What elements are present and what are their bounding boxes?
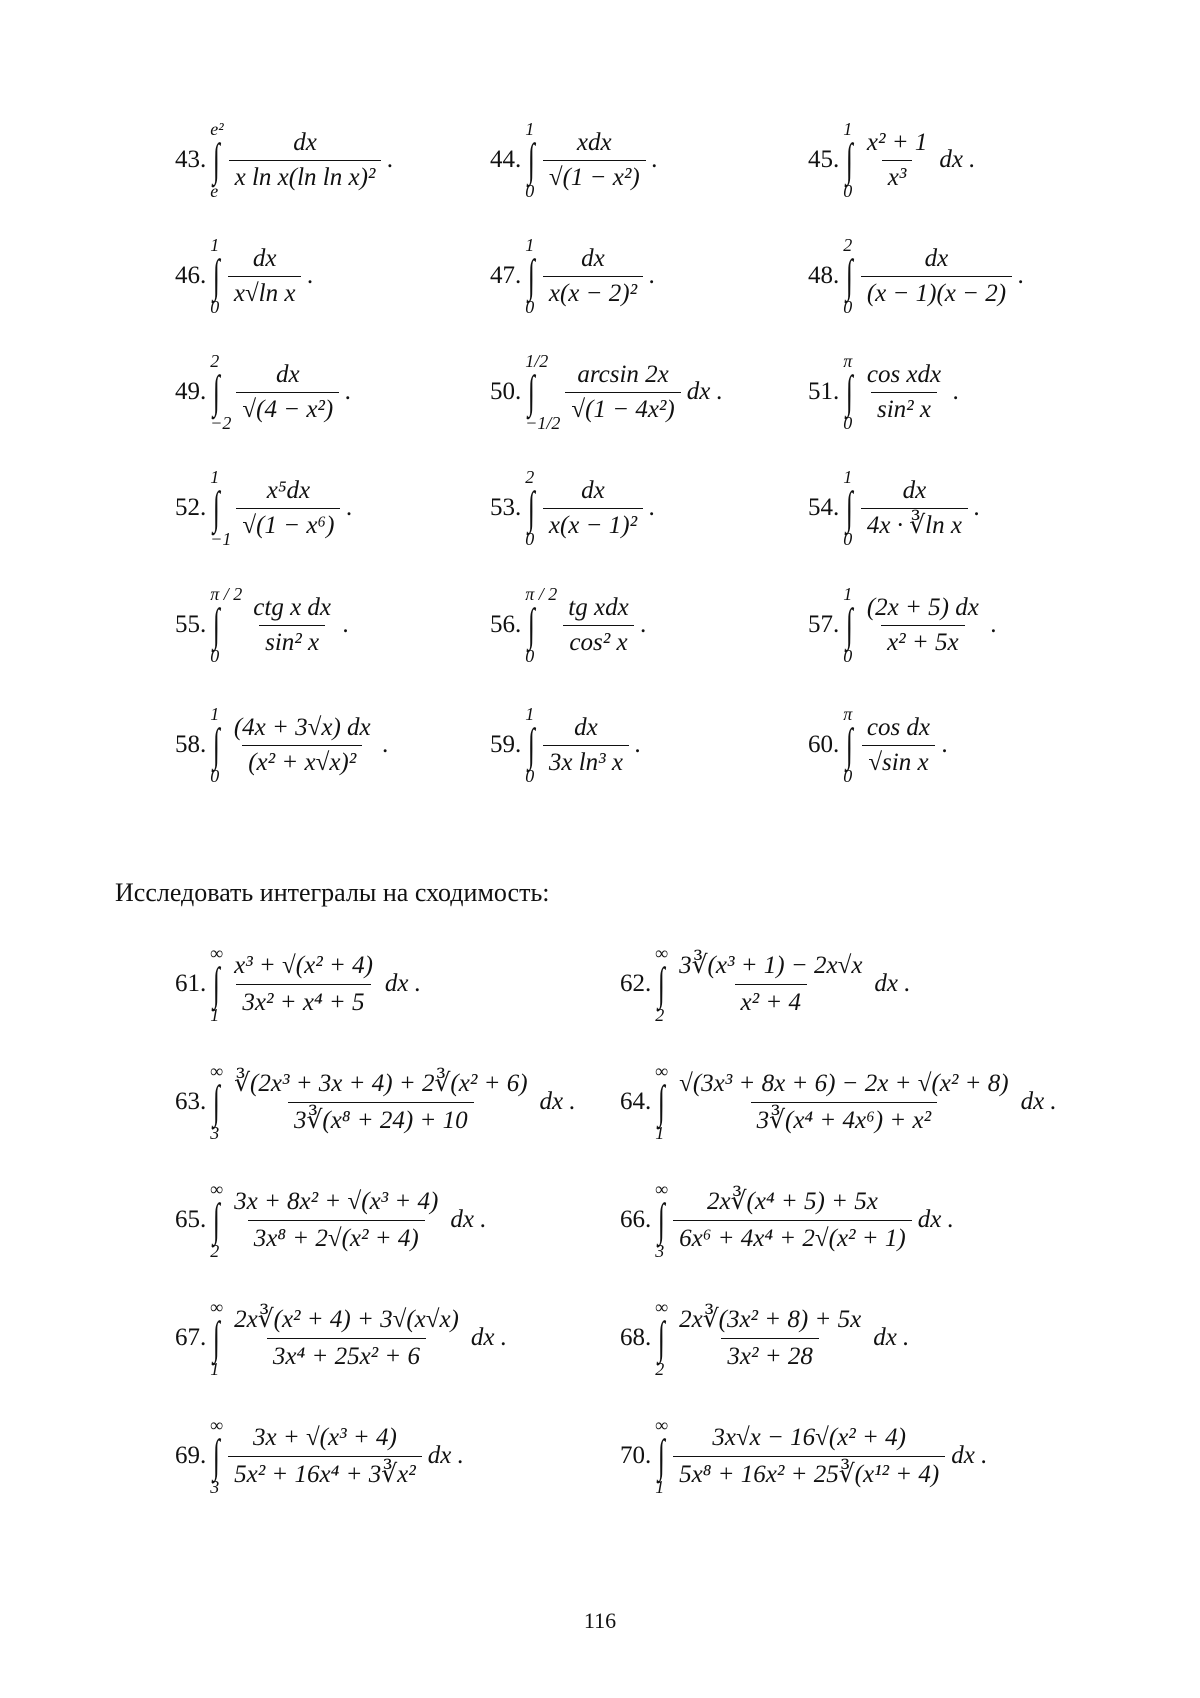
numerator: dx xyxy=(252,244,277,272)
denominator: √sin x xyxy=(862,745,934,777)
integrand-tail: . xyxy=(651,146,658,173)
integrand-tail: . xyxy=(1018,262,1025,289)
lower-limit: 0 xyxy=(525,646,535,666)
integrand-tail: dx . xyxy=(917,1206,954,1233)
integral-sign: ∞ ∫ 3 xyxy=(210,1061,224,1143)
integrand-tail: . xyxy=(973,494,981,521)
fraction xyxy=(673,951,868,1018)
problem-number: 48. xyxy=(808,262,840,289)
denominator: 5x² + 16x⁴ + 3∛x² xyxy=(228,1456,422,1490)
upper-limit: π xyxy=(843,704,853,724)
problem-68 xyxy=(620,1298,909,1378)
lower-limit: 0 xyxy=(843,297,853,317)
lower-limit: −1/2 xyxy=(525,413,561,433)
numerator: arcsin 2x xyxy=(577,360,669,388)
integrand-tail: dx . xyxy=(384,970,421,997)
numerator: (2x + 5) dx xyxy=(866,593,979,621)
integral-sign: ∞ ∫ 2 xyxy=(655,943,669,1025)
integral-sign: π / 2 ∫ 0 xyxy=(525,584,558,666)
upper-limit: ∞ xyxy=(210,1179,224,1199)
upper-limit: π / 2 xyxy=(210,584,243,604)
problem-number: 58. xyxy=(175,731,207,758)
lower-limit: 1 xyxy=(655,1477,665,1497)
upper-limit: ∞ xyxy=(210,1415,224,1435)
problem-number: 49. xyxy=(175,378,207,405)
lower-limit: 0 xyxy=(525,766,535,786)
denominator: sin² x xyxy=(871,392,937,424)
denominator: cos² x xyxy=(563,625,633,657)
lower-limit: 2 xyxy=(655,1005,665,1025)
problem-49 xyxy=(175,352,352,432)
integrand-tail: . xyxy=(953,378,960,405)
problem-number: 45. xyxy=(808,146,840,173)
problem-65 xyxy=(175,1180,486,1260)
lower-limit: 0 xyxy=(210,646,220,666)
denominator: 3x⁸ + 2√(x² + 4) xyxy=(248,1220,425,1254)
problem-number: 64. xyxy=(620,1088,652,1115)
numerator: dx xyxy=(293,128,317,156)
integrand-tail: . xyxy=(649,262,656,289)
denominator: 3x ln³ x xyxy=(543,745,629,777)
integral-sign: 1 ∫ 0 xyxy=(210,704,221,786)
fraction xyxy=(673,1069,1014,1136)
numerator: 2x∛(x² + 4) + 3√(x√x) xyxy=(234,1305,459,1333)
integral-sign: 2 ∫ 0 xyxy=(525,467,536,549)
problem-54 xyxy=(808,468,980,548)
problem-number: 50. xyxy=(490,378,522,405)
integrand-tail: . xyxy=(382,731,389,758)
problem-48 xyxy=(808,236,1024,316)
upper-limit: ∞ xyxy=(210,1297,224,1317)
problem-number: 52. xyxy=(175,494,207,521)
lower-limit: 0 xyxy=(843,766,853,786)
numerator: 3x + 8x² + √(x³ + 4) xyxy=(234,1187,439,1215)
integral-sign: ∞ ∫ 1 xyxy=(655,1415,669,1497)
denominator: 3x⁴ + 25x² + 6 xyxy=(267,1338,426,1372)
section-heading: Исследовать интегралы на сходимость: xyxy=(115,878,550,907)
integral-sign: ∞ ∫ 3 xyxy=(655,1179,669,1261)
lower-limit: 2 xyxy=(210,1241,220,1261)
lower-limit: 2 xyxy=(655,1359,665,1379)
upper-limit: 1 xyxy=(210,704,220,724)
integrand-tail: . xyxy=(345,378,352,405)
fraction xyxy=(861,594,985,657)
problem-number: 70. xyxy=(620,1442,652,1469)
upper-limit: ∞ xyxy=(655,1297,669,1317)
problem-number: 57. xyxy=(808,611,840,638)
fraction xyxy=(543,129,646,192)
integral-sign: π / 2 ∫ 0 xyxy=(210,584,243,666)
numerator: dx xyxy=(574,713,598,741)
fraction xyxy=(228,1187,444,1254)
fraction xyxy=(861,714,936,777)
lower-limit: 0 xyxy=(843,181,853,201)
numerator: 3x + √(x³ + 4) xyxy=(253,1423,397,1451)
integrand-tail: . xyxy=(343,611,350,638)
problem-43 xyxy=(175,120,394,200)
denominator: x(x − 1)² xyxy=(543,508,643,540)
integral-sign: 2 ∫ −2 xyxy=(210,351,232,433)
upper-limit: 1 xyxy=(210,467,220,487)
integral-sign: e² ∫ e xyxy=(210,119,224,201)
integrand-tail: . xyxy=(649,494,656,521)
integrand-tail: dx . xyxy=(539,1088,576,1115)
problem-number: 53. xyxy=(490,494,522,521)
integral-sign: 1/2 ∫ −1/2 xyxy=(525,351,561,433)
numerator: (4x + 3√x) dx xyxy=(233,713,371,741)
problem-53 xyxy=(490,468,655,548)
problem-57 xyxy=(808,585,997,665)
fraction xyxy=(861,361,947,424)
denominator: (x − 1)(x − 2) xyxy=(861,276,1012,308)
integrand-tail: . xyxy=(307,262,314,289)
fraction xyxy=(228,1069,533,1136)
fraction xyxy=(861,129,933,192)
integral-sign: 1 ∫ 0 xyxy=(525,235,536,317)
numerator: ctg x dx xyxy=(253,593,332,621)
fraction xyxy=(543,477,643,540)
problem-47 xyxy=(490,236,655,316)
problem-45 xyxy=(808,120,975,200)
upper-limit: 2 xyxy=(525,467,535,487)
lower-limit: 3 xyxy=(210,1477,220,1497)
numerator: x⁵dx xyxy=(266,476,311,504)
problem-number: 61. xyxy=(175,970,207,997)
fraction xyxy=(543,714,629,777)
integral-sign: 1 ∫ 0 xyxy=(843,119,854,201)
problem-55 xyxy=(175,585,349,665)
fraction xyxy=(228,714,377,777)
lower-limit: 0 xyxy=(525,529,535,549)
lower-limit: 0 xyxy=(843,529,853,549)
numerator: dx xyxy=(902,476,927,504)
integrand-tail: dx . xyxy=(939,146,976,173)
denominator: x(x − 2)² xyxy=(543,276,643,308)
numerator: dx xyxy=(581,476,605,504)
integral-sign: 1 ∫ 0 xyxy=(843,467,854,549)
problem-number: 47. xyxy=(490,262,522,289)
upper-limit: 1 xyxy=(843,467,853,487)
problem-64 xyxy=(620,1062,1057,1142)
fraction xyxy=(673,1187,912,1254)
denominator: √(1 − 4x²) xyxy=(565,392,680,424)
lower-limit: −1 xyxy=(210,529,232,549)
problem-60 xyxy=(808,705,948,785)
upper-limit: e² xyxy=(210,119,224,139)
upper-limit: 2 xyxy=(843,235,853,255)
lower-limit: 0 xyxy=(843,646,853,666)
lower-limit: 0 xyxy=(525,181,535,201)
fraction xyxy=(673,1423,945,1490)
lower-limit: −2 xyxy=(210,413,232,433)
numerator: xdx xyxy=(576,128,612,156)
integrand-tail: dx . xyxy=(686,378,723,405)
upper-limit: π xyxy=(843,351,853,371)
problem-number: 62. xyxy=(620,970,652,997)
denominator: 4x · ∛ln x xyxy=(861,508,968,540)
integral-sign: 1 ∫ 0 xyxy=(525,704,536,786)
numerator: 3x√x − 16√(x² + 4) xyxy=(712,1423,906,1451)
integral-sign: 2 ∫ 0 xyxy=(843,235,854,317)
numerator: dx xyxy=(581,244,605,272)
upper-limit: ∞ xyxy=(655,1415,669,1435)
denominator: 3x² + 28 xyxy=(721,1338,818,1372)
numerator: dx xyxy=(924,244,949,272)
denominator: 3x² + x⁴ + 5 xyxy=(236,984,370,1018)
integral-sign: ∞ ∫ 1 xyxy=(655,1061,669,1143)
fraction xyxy=(673,1305,867,1372)
problem-66 xyxy=(620,1180,954,1260)
integrand-tail: dx . xyxy=(450,1206,487,1233)
problem-51 xyxy=(808,352,959,432)
problem-number: 56. xyxy=(490,611,522,638)
problem-52 xyxy=(175,468,353,548)
lower-limit: 0 xyxy=(843,413,853,433)
fraction xyxy=(861,477,968,540)
fraction xyxy=(236,477,340,540)
denominator: √(1 − x⁶) xyxy=(236,508,340,540)
integrand-tail: dx . xyxy=(470,1324,507,1351)
integral-sign: ∞ ∫ 3 xyxy=(210,1415,224,1497)
integrand-tail: dx . xyxy=(874,970,911,997)
integrand-tail: dx . xyxy=(427,1442,464,1469)
integral-sign: 1 ∫ 0 xyxy=(525,119,536,201)
upper-limit: 1 xyxy=(525,119,535,139)
numerator: 2x∛(x⁴ + 5) + 5x xyxy=(707,1187,878,1215)
denominator: sin² x xyxy=(259,625,325,657)
upper-limit: 1 xyxy=(525,704,535,724)
problem-number: 67. xyxy=(175,1324,207,1351)
problem-46 xyxy=(175,236,314,316)
upper-limit: 1/2 xyxy=(525,351,549,371)
problem-number: 44. xyxy=(490,146,522,173)
integrand-tail: . xyxy=(990,611,998,638)
integral-sign: ∞ ∫ 2 xyxy=(655,1297,669,1379)
problem-number: 55. xyxy=(175,611,207,638)
upper-limit: ∞ xyxy=(655,943,669,963)
integrand-tail: dx . xyxy=(873,1324,910,1351)
denominator: √(1 − x²) xyxy=(543,160,646,192)
problem-61 xyxy=(175,944,421,1024)
problem-59 xyxy=(490,705,641,785)
denominator: √(4 − x²) xyxy=(236,392,339,424)
numerator: ∛(2x³ + 3x + 4) + 2∛(x² + 6) xyxy=(234,1069,528,1097)
fraction xyxy=(228,1305,465,1372)
fraction xyxy=(236,361,339,424)
fraction xyxy=(543,245,643,308)
integrand-tail: dx . xyxy=(951,1442,988,1469)
integral-sign: π ∫ 0 xyxy=(843,351,854,433)
numerator: 2x∛(3x² + 8) + 5x xyxy=(679,1305,862,1333)
integrand-tail: . xyxy=(640,611,647,638)
problem-70 xyxy=(620,1416,987,1496)
problem-56 xyxy=(490,585,647,665)
integrand-tail: dx . xyxy=(1020,1088,1057,1115)
upper-limit: 2 xyxy=(210,351,220,371)
upper-limit: π / 2 xyxy=(525,584,558,604)
denominator: 5x⁸ + 16x² + 25∛(x¹² + 4) xyxy=(673,1456,945,1490)
fraction xyxy=(562,594,634,657)
lower-limit: 3 xyxy=(655,1241,665,1261)
problem-number: 54. xyxy=(808,494,840,521)
upper-limit: 1 xyxy=(525,235,535,255)
denominator: 3∛(x⁸ + 24) + 10 xyxy=(288,1102,474,1136)
integrand-tail: . xyxy=(387,146,394,173)
upper-limit: 1 xyxy=(843,584,853,604)
denominator: x ln x(ln ln x)² xyxy=(229,160,382,192)
lower-limit: 0 xyxy=(210,297,220,317)
denominator: x³ xyxy=(882,160,913,192)
numerator: cos dx xyxy=(866,713,931,741)
upper-limit: ∞ xyxy=(210,943,224,963)
numerator: √(3x³ + 8x + 6) − 2x + √(x² + 8) xyxy=(679,1069,1009,1097)
fraction xyxy=(228,245,302,308)
problem-number: 65. xyxy=(175,1206,207,1233)
numerator: dx xyxy=(276,360,300,388)
problem-44 xyxy=(490,120,658,200)
integral-sign: 1 ∫ 0 xyxy=(210,235,221,317)
lower-limit: 0 xyxy=(525,297,535,317)
problem-number: 43. xyxy=(175,146,207,173)
integral-sign: ∞ ∫ 2 xyxy=(210,1179,224,1261)
fraction xyxy=(861,245,1012,308)
denominator: (x² + x√x)² xyxy=(242,745,362,777)
upper-limit: 1 xyxy=(843,119,853,139)
integral-sign: ∞ ∫ 1 xyxy=(210,943,224,1025)
lower-limit: 1 xyxy=(210,1005,220,1025)
integral-sign: 1 ∫ 0 xyxy=(843,584,854,666)
problem-50 xyxy=(490,352,723,432)
problem-63 xyxy=(175,1062,576,1142)
upper-limit: ∞ xyxy=(655,1179,669,1199)
problem-67 xyxy=(175,1298,507,1378)
problem-number: 68. xyxy=(620,1324,652,1351)
integral-sign: π ∫ 0 xyxy=(843,704,854,786)
integrand-tail: . xyxy=(635,731,642,758)
problem-number: 60. xyxy=(808,731,840,758)
denominator: x² + 5x xyxy=(881,625,965,657)
lower-limit: 1 xyxy=(210,1359,220,1379)
problem-number: 63. xyxy=(175,1088,207,1115)
integral-sign: ∞ ∫ 1 xyxy=(210,1297,224,1379)
numerator: x² + 1 xyxy=(866,128,928,156)
fraction xyxy=(247,594,337,657)
problem-58 xyxy=(175,705,389,785)
fraction xyxy=(228,1423,422,1490)
lower-limit: e xyxy=(210,181,219,201)
upper-limit: ∞ xyxy=(210,1061,224,1081)
problem-number: 51. xyxy=(808,378,840,405)
problem-62 xyxy=(620,944,911,1024)
fraction xyxy=(565,361,680,424)
problem-number: 59. xyxy=(490,731,522,758)
fraction xyxy=(229,129,382,192)
page-number: 116 xyxy=(583,1608,617,1633)
lower-limit: 0 xyxy=(210,766,220,786)
denominator: 3∛(x⁴ + 4x⁶) + x² xyxy=(751,1102,938,1136)
numerator: cos xdx xyxy=(866,360,942,388)
problem-69 xyxy=(175,1416,464,1496)
numerator: tg xdx xyxy=(568,593,629,621)
denominator: x√ln x xyxy=(228,276,302,308)
upper-limit: ∞ xyxy=(655,1061,669,1081)
integral-sign: 1 ∫ −1 xyxy=(210,467,232,549)
lower-limit: 1 xyxy=(655,1123,665,1143)
problem-number: 69. xyxy=(175,1442,207,1469)
problem-number: 46. xyxy=(175,262,207,289)
problem-number: 66. xyxy=(620,1206,652,1233)
lower-limit: 3 xyxy=(210,1123,220,1143)
denominator: 6x⁶ + 4x⁴ + 2√(x² + 1) xyxy=(673,1220,912,1254)
fraction xyxy=(228,951,379,1018)
numerator: x³ + √(x² + 4) xyxy=(234,951,373,979)
numerator: 3∛(x³ + 1) − 2x√x xyxy=(679,951,863,979)
integrand-tail: . xyxy=(942,731,949,758)
integrand-tail: . xyxy=(346,494,353,521)
upper-limit: 1 xyxy=(210,235,220,255)
denominator: x² + 4 xyxy=(735,984,807,1018)
